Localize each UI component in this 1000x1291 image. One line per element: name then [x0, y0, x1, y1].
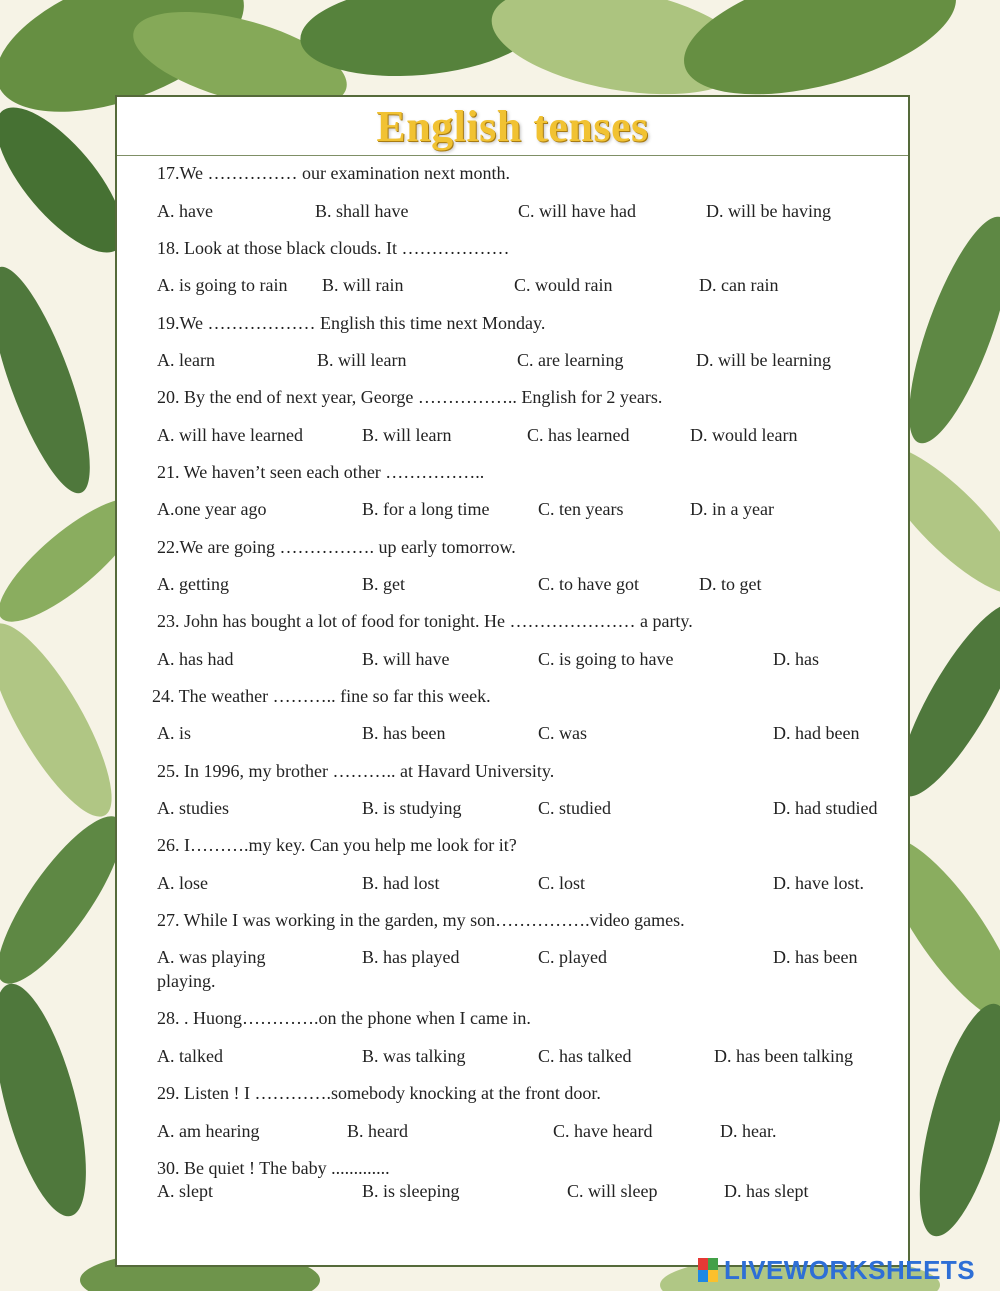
answer-option-d[interactable]: D. have lost. — [773, 873, 864, 893]
answer-option-c[interactable]: C. are learning — [517, 350, 624, 370]
answer-option-d[interactable]: D. to get — [699, 574, 762, 594]
answer-option-d[interactable]: D. has slept — [724, 1181, 809, 1201]
question-text: 24. The weather ……….. fine so far this week. — [152, 686, 491, 706]
answer-option-d[interactable]: D. will be having — [706, 201, 831, 221]
answer-option-d[interactable]: D. has — [773, 649, 819, 669]
answer-option-a[interactable]: A. have — [157, 201, 213, 221]
answer-option-c[interactable]: C. will sleep — [567, 1181, 658, 1201]
answer-option-b[interactable]: B. has been — [362, 723, 446, 743]
question-text: 19.We ……………… English this time next Monday. — [157, 313, 546, 333]
answer-option-continuation: playing. — [157, 971, 216, 991]
answer-option-b[interactable]: B. had lost — [362, 873, 440, 893]
answer-option-a[interactable]: A. is — [157, 723, 192, 743]
answer-option-b[interactable]: B. heard — [347, 1121, 408, 1141]
answer-option-c[interactable]: C. is going to have — [538, 649, 674, 669]
answer-option-c[interactable]: C. has learned — [527, 425, 630, 445]
question-text: 28. . Huong………….on the phone when I came in. — [157, 1008, 531, 1028]
answer-option-c[interactable]: C. will have had — [518, 201, 636, 221]
answer-option-d[interactable]: D. has been talking — [714, 1046, 853, 1066]
answer-option-a[interactable]: A.one year ago — [157, 499, 267, 519]
answer-option-c[interactable]: C. would rain — [514, 275, 613, 295]
answer-option-a[interactable]: A. is going to rain — [157, 275, 288, 295]
answer-option-d[interactable]: D. in a year — [690, 499, 774, 519]
answer-option-a[interactable]: A. has had — [157, 649, 234, 669]
answer-option-c[interactable]: C. have heard — [553, 1121, 653, 1141]
page-title: English tenses — [376, 102, 649, 151]
answer-option-c[interactable]: C. has talked — [538, 1046, 632, 1066]
question-text: 22.We are going ……………. up early tomorrow. — [157, 537, 516, 557]
title-divider — [117, 155, 908, 156]
question-text: 26. I……….my key. Can you help me look for it? — [157, 835, 517, 855]
answer-option-a[interactable]: A. talked — [157, 1046, 223, 1066]
answer-option-c[interactable]: C. to have got — [538, 574, 639, 594]
answer-option-d[interactable]: D. would learn — [690, 425, 798, 445]
answer-option-a[interactable]: A. will have learned — [157, 425, 303, 445]
answer-option-b[interactable]: B. for a long time — [362, 499, 490, 519]
answer-option-a[interactable]: A. was playing — [157, 947, 266, 967]
answer-option-c[interactable]: C. studied — [538, 798, 612, 818]
answer-option-c[interactable]: C. was — [538, 723, 587, 743]
answer-option-a[interactable]: A. slept — [157, 1181, 213, 1201]
question-text: 29. Listen ! I ………….somebody knocking at the front door. — [157, 1083, 601, 1103]
question-text: 27. While I was working in the garden, my son…………….video games. — [157, 910, 685, 930]
question-text: 25. In 1996, my brother ……….. at Havard University. — [157, 761, 555, 781]
logo-icon — [698, 1258, 718, 1282]
answer-option-a[interactable]: A. am hearing — [157, 1121, 260, 1141]
answer-option-b[interactable]: B. was talking — [362, 1046, 466, 1066]
answer-option-d[interactable]: D. had studied — [773, 798, 878, 818]
question-text: 30. Be quiet ! The baby ............. — [157, 1158, 390, 1178]
answer-option-c[interactable]: C. played — [538, 947, 607, 967]
answer-option-a[interactable]: A. studies — [157, 798, 229, 818]
answer-option-b[interactable]: B. will rain — [322, 275, 404, 295]
answer-option-c[interactable]: C. lost — [538, 873, 586, 893]
answer-option-b[interactable]: B. will learn — [362, 425, 452, 445]
logo-text: LIVEWORKSHEETS — [724, 1255, 976, 1285]
answer-option-d[interactable]: D. has been — [773, 947, 858, 967]
question-text: 17.We …………… our examination next month. — [157, 163, 510, 183]
answer-option-b[interactable]: B. get — [362, 574, 405, 594]
answer-option-d[interactable]: D. will be learning — [696, 350, 831, 370]
answer-option-d[interactable]: D. hear. — [720, 1121, 777, 1141]
question-text: 18. Look at those black clouds. It ……………… — [157, 238, 510, 258]
answer-option-b[interactable]: B. has played — [362, 947, 460, 967]
answer-option-b[interactable]: B. will learn — [317, 350, 407, 370]
answer-option-b[interactable]: B. shall have — [315, 201, 409, 221]
answer-option-a[interactable]: A. getting — [157, 574, 229, 594]
answer-option-c[interactable]: C. ten years — [538, 499, 624, 519]
answer-option-b[interactable]: B. is sleeping — [362, 1181, 460, 1201]
answer-option-b[interactable]: B. is studying — [362, 798, 462, 818]
answer-option-d[interactable]: D. can rain — [699, 275, 779, 295]
answer-option-d[interactable]: D. had been — [773, 723, 860, 743]
liveworksheets-logo — [698, 1257, 975, 1283]
answer-option-a[interactable]: A. lose — [157, 873, 208, 893]
answer-option-a[interactable]: A. learn — [157, 350, 215, 370]
question-text: 21. We haven’t seen each other …………….. — [157, 462, 485, 482]
question-text: 23. John has bought a lot of food for tonight. He ………………… a party. — [157, 611, 693, 631]
question-text: 20. By the end of next year, George …………….. English for 2 years. — [157, 387, 663, 407]
answer-option-b[interactable]: B. will have — [362, 649, 450, 669]
